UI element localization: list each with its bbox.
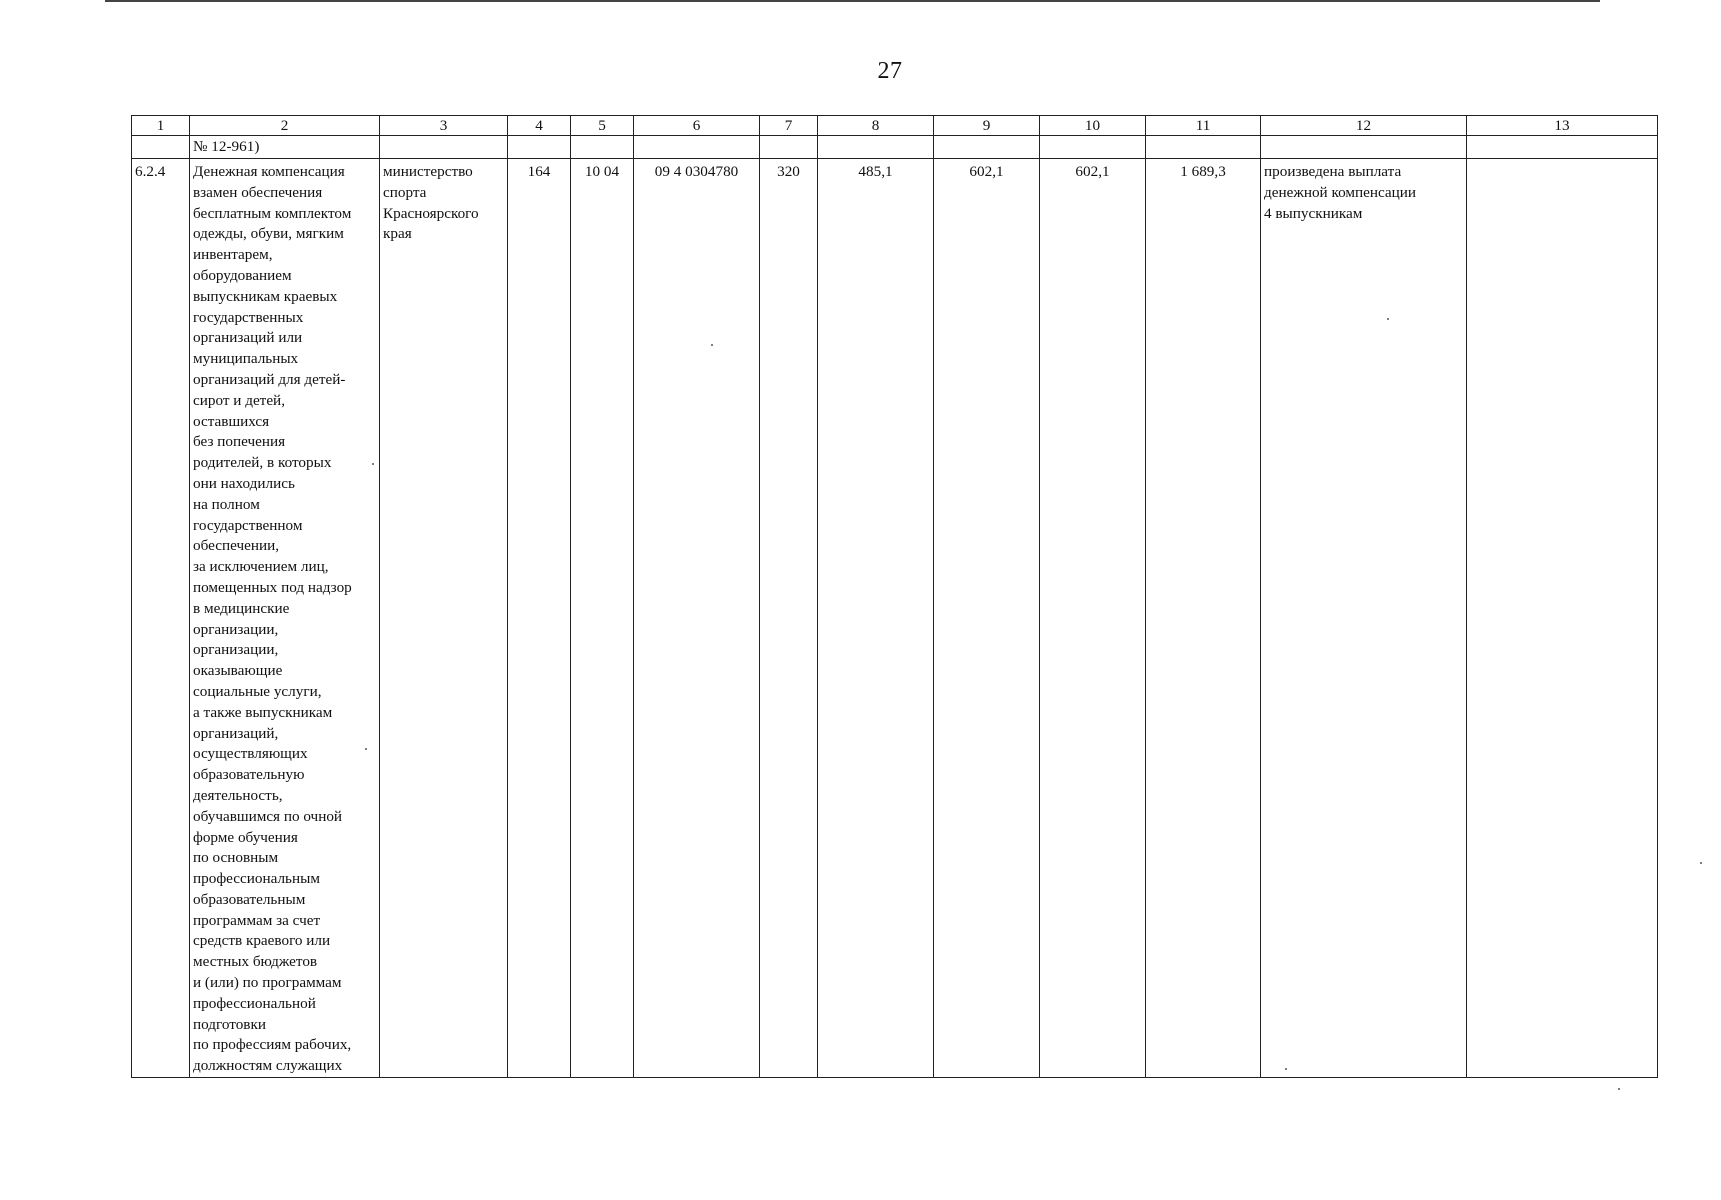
cont-cell-11: [1146, 136, 1261, 159]
cont-cell-12: [1261, 136, 1467, 159]
page-number: 27: [877, 58, 903, 84]
scan-speck: [711, 344, 713, 346]
cont-cell-13: [1467, 136, 1658, 159]
cont-cell-7: [760, 136, 818, 159]
header-cell-3: 3: [380, 116, 508, 136]
row-col-4: 164: [508, 159, 571, 1078]
scan-speck: [372, 463, 374, 465]
cont-cell-4: [508, 136, 571, 159]
header-cell-5: 5: [571, 116, 634, 136]
header-cell-8: 8: [818, 116, 934, 136]
header-cell-13: 13: [1467, 116, 1658, 136]
header-row: [132, 116, 1658, 136]
scan-speck: [1387, 318, 1389, 320]
header-cell-7: 7: [760, 116, 818, 136]
header-cell-11: 11: [1146, 116, 1261, 136]
header-cell-6: 6: [634, 116, 760, 136]
row-col-10: 602,1: [1040, 159, 1146, 1078]
cont-cell-5: [571, 136, 634, 159]
row-col-6: 09 4 0304780: [634, 159, 760, 1078]
row-col-13: [1467, 159, 1658, 1078]
row-number: 6.2.4: [132, 159, 190, 1078]
budget-table: [131, 115, 1658, 1078]
cont-cell-9: [934, 136, 1040, 159]
row-col-7: 320: [760, 159, 818, 1078]
row-col-5: 10 04: [571, 159, 634, 1078]
cont-cell-6: [634, 136, 760, 159]
top-rule: [105, 0, 1600, 2]
continuation-row: [132, 136, 1658, 159]
header-cell-12: 12: [1261, 116, 1467, 136]
row-col-12: произведена выплата денежной компенсации 4 выпускникам: [1261, 159, 1467, 1078]
scan-speck: [1700, 862, 1702, 864]
cont-cell-1: [132, 136, 190, 159]
table-row: [132, 159, 1658, 1078]
cont-cell-10: [1040, 136, 1146, 159]
row-col-8: 485,1: [818, 159, 934, 1078]
header-cell-4: 4: [508, 116, 571, 136]
header-cell-10: 10: [1040, 116, 1146, 136]
row-executor: министерство спорта Красноярского края: [380, 159, 508, 1078]
header-cell-9: 9: [934, 116, 1040, 136]
cont-cell-3: [380, 136, 508, 159]
cont-cell-8: [818, 136, 934, 159]
scan-speck: [1618, 1088, 1620, 1090]
header-cell-1: 1: [132, 116, 190, 136]
header-cell-2: 2: [190, 116, 380, 136]
scan-speck: [1285, 1068, 1287, 1070]
cont-cell-2: № 12-961): [190, 136, 380, 159]
row-description: Денежная компенсация взамен обеспечения бесплатным комплектом одежды, обуви, мягким инвентарем, оборудованием выпускникам краевых государственных организаций или муниципальных организаций для детей- сирот и детей, оставшихся без попечения родителей, в которых они находились на полном государственном обеспечении, за исключением лиц, помещенных под надзор в медицинские организации, организации, оказывающие социальные услуги, а также выпускникам организаций, осуществляющих образовательную деятельность, обучавшимся по очной форме обучения по основным профессиональным образовательным программам за счет средств краевого или местных бюджетов и (или) по программам профессиональной подготовки по профессиям рабочих, должностям служащих: [190, 159, 380, 1078]
row-col-11: 1 689,3: [1146, 159, 1261, 1078]
row-col-9: 602,1: [934, 159, 1040, 1078]
scan-speck: [365, 748, 367, 750]
